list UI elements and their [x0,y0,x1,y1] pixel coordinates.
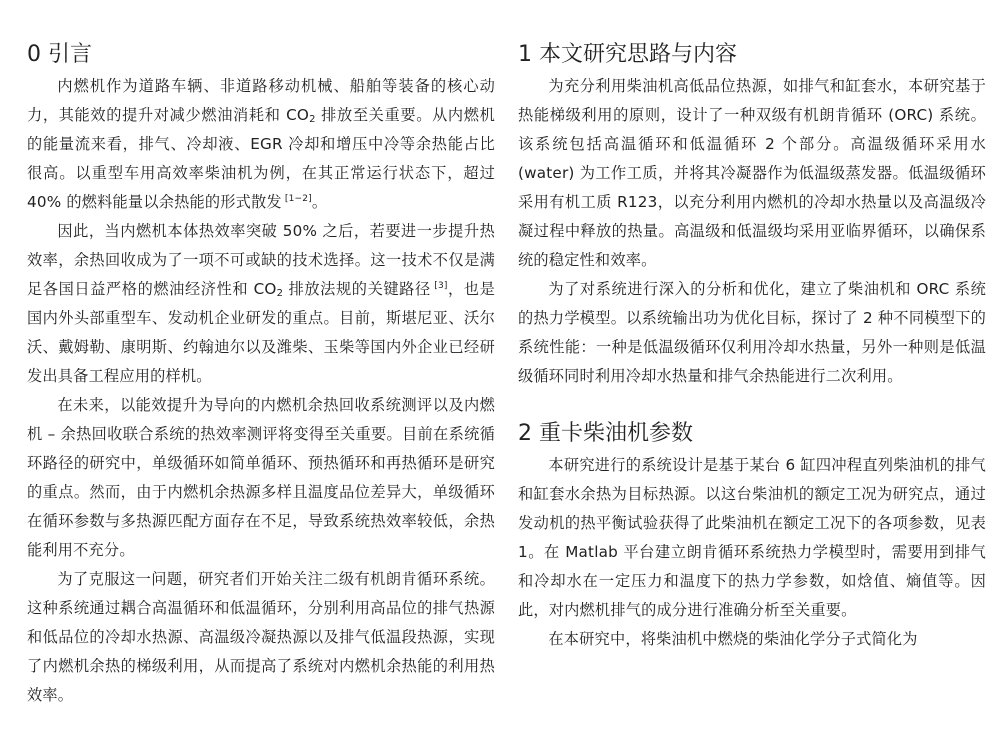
intro-paragraph-4: 为了克服这一问题，研究者们开始关注二级有机朗肯循环系统。这种系统通过耦合高温循环和低温循环，分别利用高品位的排气热源和低品位的冷却水热源、高温级冷凝热源以及排气低温段热源，实现了内燃机余热的梯级利用，从而提高了系统对内燃机余热能的利用热效率。 [27,570,495,704]
intro-paragraph-2 [27,217,495,391]
approach-paragraph-2: 为了对系统进行深入的分析和优化，建立了柴油机和 ORC 系统的热力学模型。以系统输出功为优化目标，探讨了 2 种不同模型下的系统性能：一种是低温级循环仅利用冷却水热量，另外一种则是低温级循环同时利用冷却水热量和排气余热能进行二次利用。 [518,280,986,385]
left-column [27,40,495,710]
intro-p2-text-c: ，也是国内外头部重型车、发动机企业研发的重点。目前，斯堪尼亚、沃尔沃、戴姆勒、康明斯、约翰迪尔以及潍柴、玉柴等国内外企业已经研发出具备工程应用的样机。 [27,280,495,385]
right-column [518,40,986,654]
parameters-paragraph-1: 本研究进行的系统设计是基于某台 6 缸四冲程直列柴油机的排气和缸套水余热为目标热源。以这台柴油机的额定工况为研究点，通过发动机的热平衡试验获得了此柴油机在额定工况下的各项参数，见表 1。在 Matlab 平台建立朗肯循环系统热力学模型时，需要用到排气和冷却水在一定压力和温度下的热力学参数，如焓值、熵值等。因此，对内燃机排气的成分进行准确分析至关重要。 [518,456,986,619]
intro-p1-text-c: 。 [311,193,328,211]
co2-subscript: 2 [276,288,284,299]
intro-paragraph-3: 在未来，以能效提升为导向的内燃机余热回收系统测评以及内燃机 – 余热回收联合系统的热效率测评将变得至关重要。目前在系统循环路径的研究中，单级循环如简单循环、预热循环和再热循环是研究的重点。然而，由于内燃机余热源多样且温度品位差异大，单级循环在循环参数与多热源匹配方面存在不足，导致系统热效率较低，余热能利用不充分。 [27,396,495,559]
intro-p2-text-a: 因此，当内燃机本体热效率突破 50% 之后，若要进一步提升热效率，余热回收成为了一项不可或缺的技术选择。这一技术不仅是满足各国日益严格的燃油经济性和 CO [27,222,495,298]
section-heading-research-approach: 1 本文研究思路与内容 [518,42,737,67]
citation-3: [3] [430,281,448,291]
parameters-paragraph-2: 在本研究中，将柴油机中燃烧的柴油化学分子式简化为 [548,630,918,648]
section-heading-diesel-parameters: 2 重卡柴油机参数 [518,421,693,446]
intro-p1-text-b: 排放至关重要。从内燃机的能量流来看，排气、冷却液、EGR 冷却和增压中冷等余热能占比很高。以重型车用高效率柴油机为例，在其正常运行状态下，超过 40% 的燃料能量以余热能的形式散发 [27,106,496,211]
approach-paragraph-1: 为充分利用柴油机高低品位热源，如排气和缸套水，本研究基于热能梯级利用的原则，设计了一种双级有机朗肯循环 (ORC) 系统。该系统包括高温循环和低温循环 2 个部分。高温级循环采用水 (water) 为工作工质，并将其冷凝器作为低温级蒸发器。低温级循环采用有机工质 R123，以充分利用内燃机的冷却水热量以及高温级冷凝过程中释放的热量。高温级和低温级均采用亚临界循环，以确保系统的稳定性和效率。 [518,77,986,269]
intro-paragraph-1 [27,72,495,217]
intro-p2-text-b: 排放法规的关键路径 [283,280,431,298]
section-heading-introduction: 0 引言 [27,42,92,67]
citation-1-2: [1−2] [281,194,312,204]
co2-subscript: 2 [309,114,316,125]
intro-p1-text-a: 内燃机作为道路车辆、非道路移动机械、船舶等装备的核心动力，其能效的提升对减少燃油消耗和 CO [27,77,495,124]
